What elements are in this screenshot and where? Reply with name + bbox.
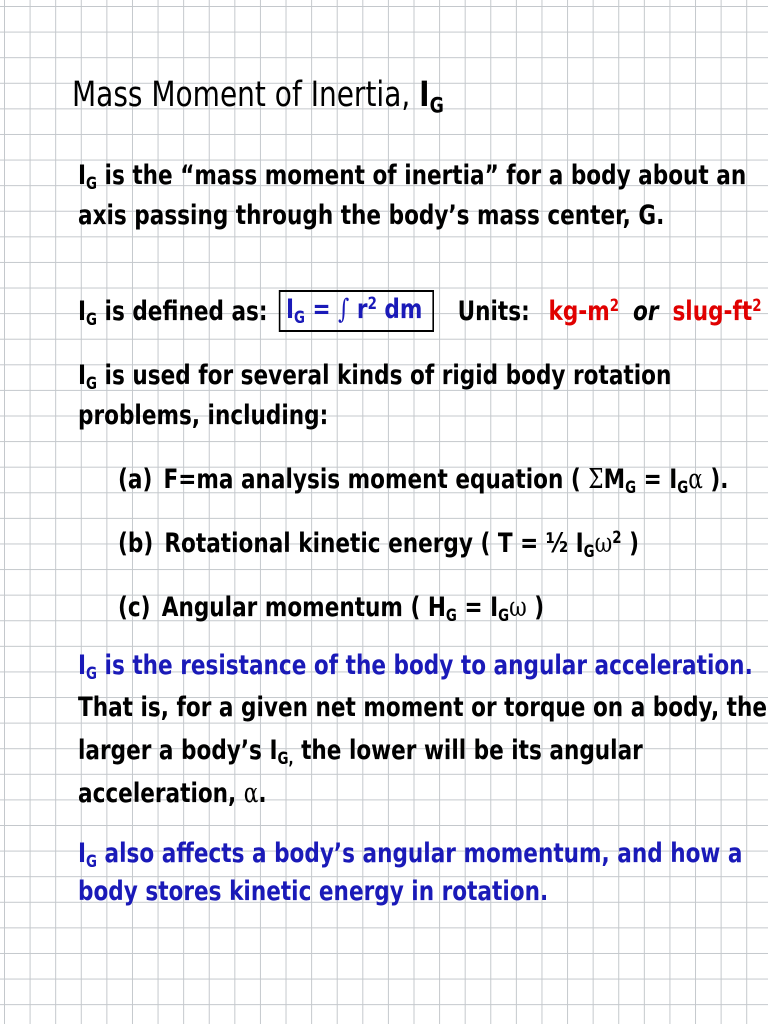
title-symbol: $I_G$ bbox=[419, 75, 444, 119]
page-title bbox=[72, 74, 444, 119]
list-item-b: (b) Rotational kinetic energy ( T = ½ $I_G\omega^2$ ) bbox=[118, 526, 640, 562]
para3-line2: That is, for a given net moment or torque on a body, the bbox=[78, 692, 768, 723]
title-text: Mass Moment of Inertia, bbox=[72, 75, 420, 115]
definition-formula-box: $I_G$ = ∫ $r^2$ dm bbox=[279, 290, 434, 332]
para3-line3: larger a body’s $I_{G,}$ the lower will be its angular bbox=[78, 735, 643, 769]
unit-kg-m2: $kg-m^2$ bbox=[548, 294, 620, 327]
definition-line: $I_G$ is defined as: $I_G$ = ∫ $r^2$ dm Units: $kg-m^2$ or slug-$ft^2$ bbox=[78, 292, 762, 334]
units-label: Units: bbox=[457, 296, 530, 327]
list-item-c: (c) Angular momentum ( $H_G = I_G\omega$ ) bbox=[118, 592, 545, 626]
integral-symbol: ∫ bbox=[338, 294, 350, 325]
unit-slug-ft2: slug-$ft^2$ bbox=[672, 294, 762, 327]
list-item-a: (a) F=ma analysis moment equation ( $\Sigma M_G = I_G\alpha$ ). bbox=[118, 464, 729, 498]
para1-line1: $I_G$ is the “mass moment of inertia” for a body about an bbox=[78, 160, 747, 194]
para4-line2: body stores kinetic energy in rotation. bbox=[78, 876, 549, 907]
units-or: or bbox=[633, 296, 659, 327]
para4-line1: $I_G$ also affects a body’s angular momentum, and how a bbox=[78, 838, 743, 872]
para3-line4: acceleration, α. bbox=[78, 778, 267, 809]
para3-line1: $I_G$ is the resistance of the body to angular acceleration. bbox=[78, 650, 753, 684]
para2-line2: problems, including: bbox=[78, 400, 329, 431]
para1-line2: axis passing through the body’s mass center, G. bbox=[78, 200, 665, 231]
para2-line1: $I_G$ is used for several kinds of rigid body rotation bbox=[78, 360, 672, 394]
